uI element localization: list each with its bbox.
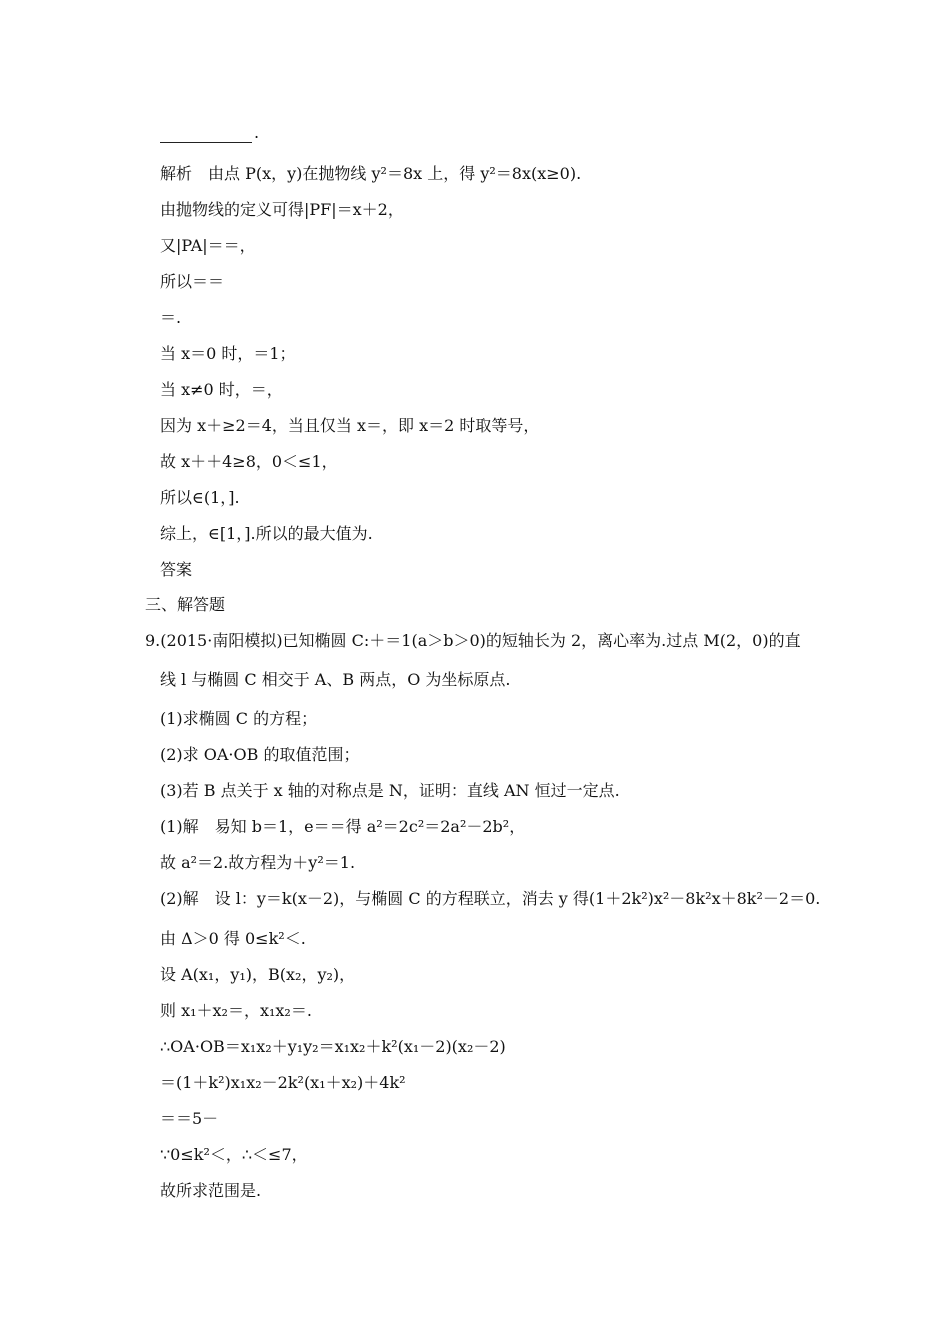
section-heading: 三、解答题	[145, 595, 226, 614]
solution-line: ＝＝5－	[160, 1109, 219, 1128]
sub-question: (1)求椭圆 C 的方程；	[160, 709, 318, 728]
text-line: 综上，∈[1，].所以的最大值为.	[160, 524, 373, 543]
blank-period: .	[254, 123, 260, 142]
text-line: 由抛物线的定义可得|PF|＝x＋2，	[160, 200, 404, 219]
text-line: 所以＝＝	[160, 272, 225, 291]
solution-line: (1)解 易知 b＝1，e＝＝得 a²＝2c²＝2a²－2b²，	[160, 817, 526, 836]
solution-line: 则 x₁＋x₂＝，x₁x₂＝.	[160, 1001, 312, 1020]
text-line: 解析 由点 P(x，y)在抛物线 y²＝8x 上，得 y²＝8x(x≥0).	[160, 164, 582, 183]
problem-statement-cont: 线 l 与椭圆 C 相交于 A、B 两点，O 为坐标原点.	[160, 670, 511, 689]
answer-blank	[160, 118, 252, 143]
solution-line: ＝(1＋k²)x₁x₂－2k²(x₁＋x₂)＋4k²	[160, 1073, 406, 1092]
text-line: 所以∈(1，].	[160, 488, 240, 507]
problem-statement: 9.(2015·南阳模拟)已知椭圆 C:＋＝1(a＞b＞0)的短轴长为 2，离心率为.过点 M(2，0)的直	[145, 631, 801, 650]
solution-line: 设 A(x₁，y₁)，B(x₂，y₂)，	[160, 965, 356, 984]
answer-label: 答案	[160, 560, 193, 579]
solution-line: ∴OA·OB＝x₁x₂＋y₁y₂＝x₁x₂＋k²(x₁－2)(x₂－2)	[160, 1037, 506, 1056]
text-line: 因为 x＋≥2＝4，当且仅当 x＝，即 x＝2 时取等号，	[160, 416, 540, 435]
sub-question: (3)若 B 点关于 x 轴的对称点是 N，证明：直线 AN 恒过一定点.	[160, 781, 620, 800]
solution-line: 故 a²＝2.故方程为＋y²＝1.	[160, 853, 356, 872]
solution-line: (2)解 设 l：y＝k(x－2)，与椭圆 C 的方程联立，消去 y 得(1＋2k²)x²－8k²x＋8k²－2＝0.	[160, 889, 821, 908]
text-line: 当 x＝0 时，＝1；	[160, 344, 296, 363]
solution-line: ∵0≤k²＜，∴＜≤7，	[160, 1145, 308, 1164]
solution-line: 由 Δ＞0 得 0≤k²＜.	[160, 929, 306, 948]
sub-question: (2)求 OA·OB 的取值范围；	[160, 745, 360, 764]
text-line: 又|PA|＝＝，	[160, 236, 256, 255]
solution-line: 故所求范围是.	[160, 1181, 262, 1200]
text-line: ＝.	[160, 308, 182, 327]
text-line: 故 x＋＋4≥8，0＜≤1，	[160, 452, 338, 471]
text-line: 当 x≠0 时，＝，	[160, 380, 283, 399]
